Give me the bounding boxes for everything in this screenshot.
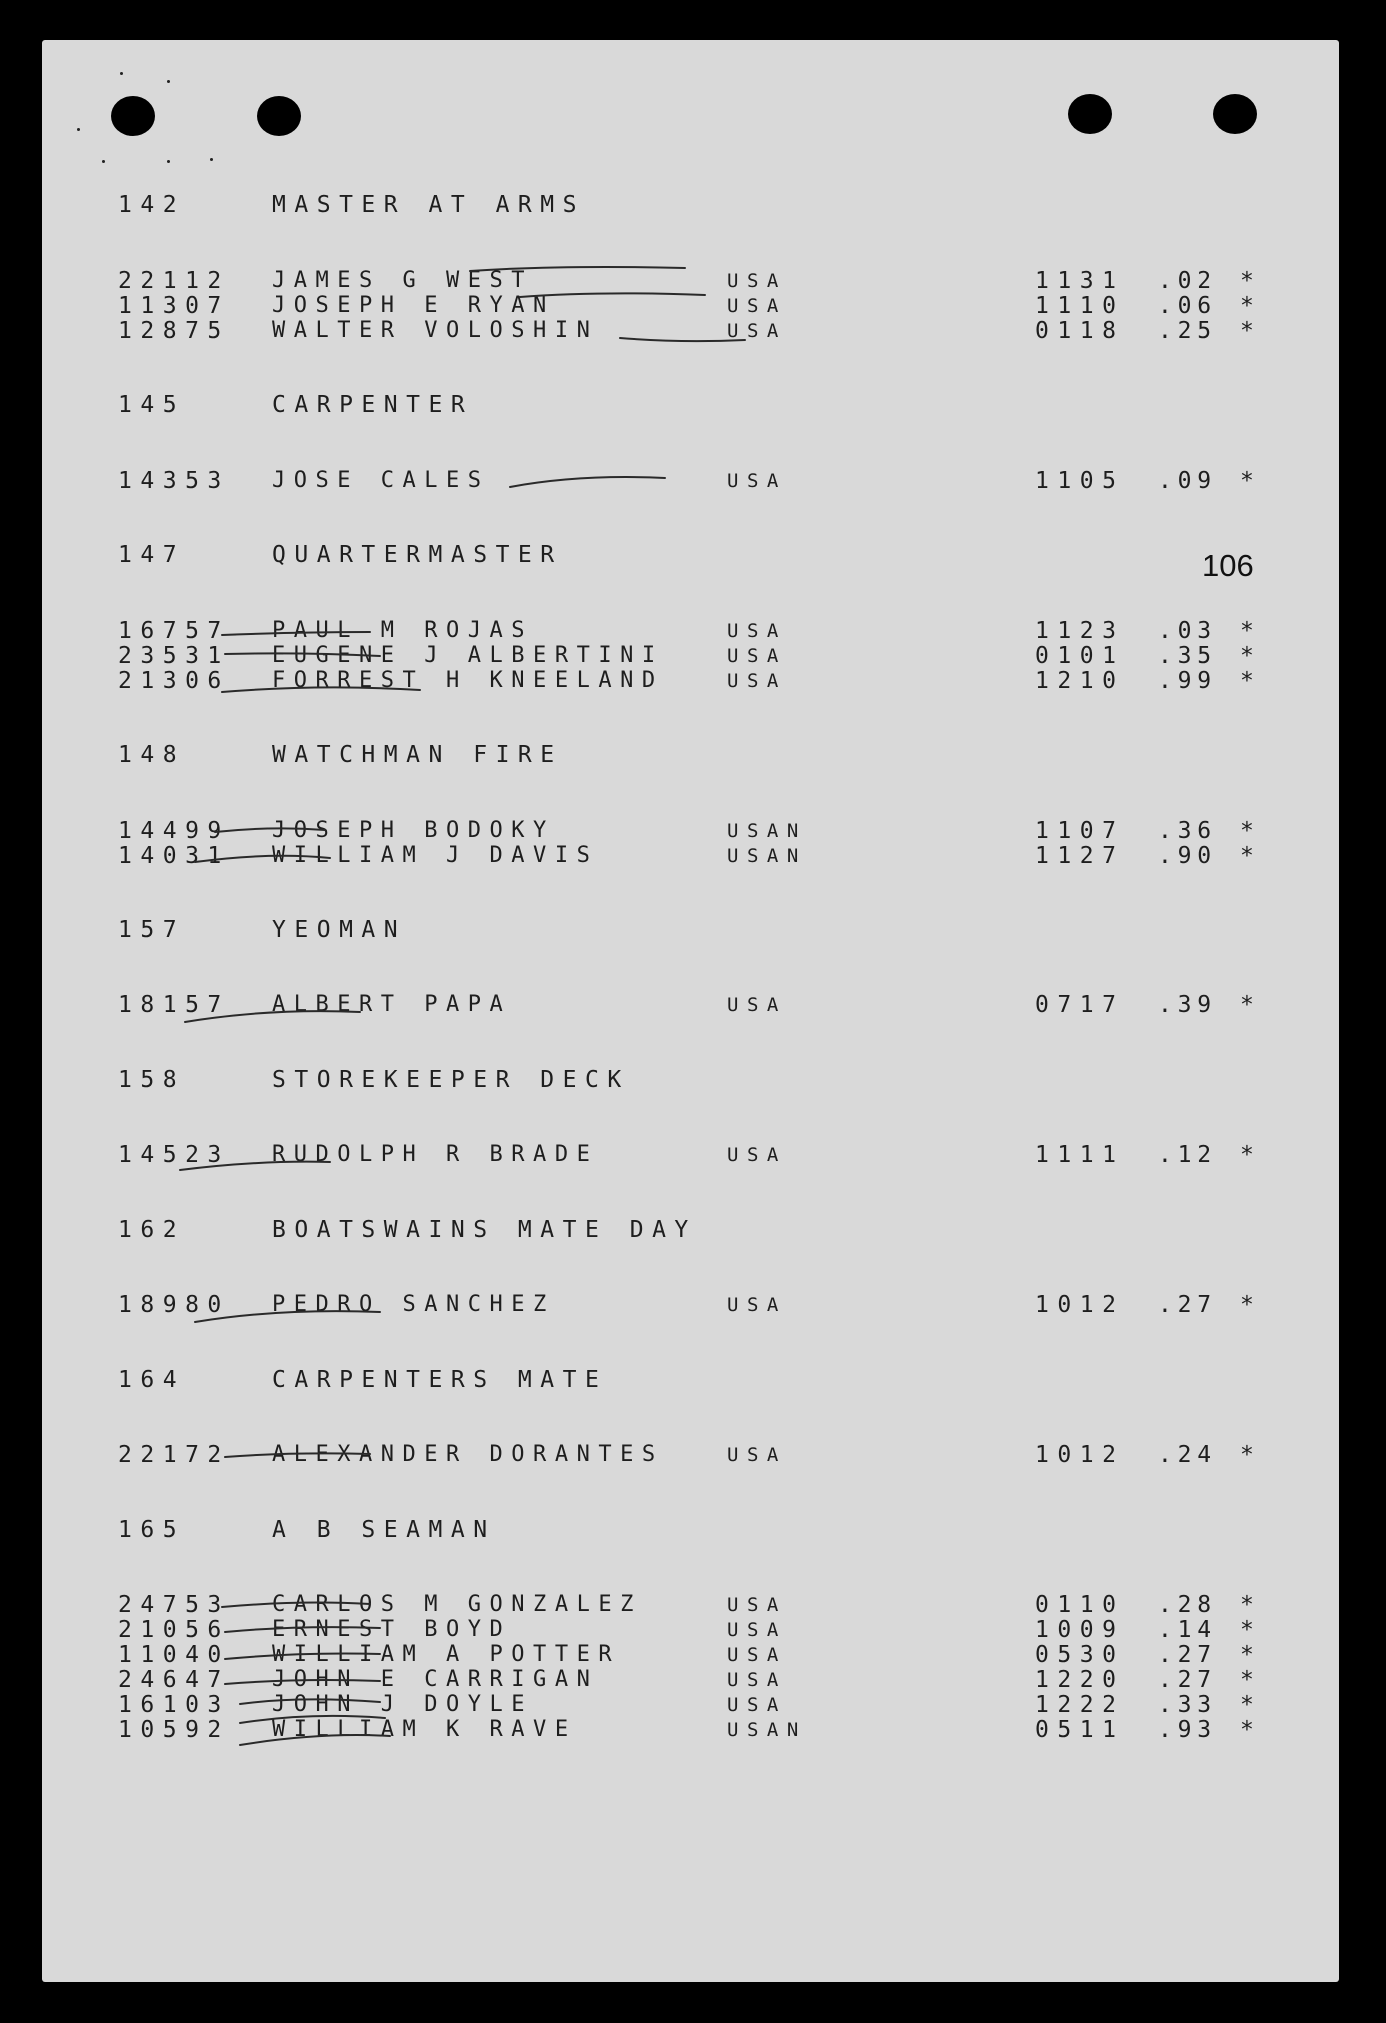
- section-title: WATCHMAN FIRE: [272, 742, 563, 768]
- asterisk-mark: *: [1240, 1692, 1263, 1718]
- crew-id: 24753: [118, 1592, 230, 1618]
- rate-value: .36: [1158, 818, 1217, 844]
- crew-name: PAUL M ROJAS: [272, 618, 534, 643]
- pen-stroke: [222, 687, 420, 692]
- pen-stroke: [185, 1011, 360, 1022]
- rate-value: .27: [1158, 1667, 1217, 1693]
- crew-id: 22112: [118, 268, 230, 294]
- rate-value: .33: [1158, 1692, 1217, 1718]
- nationality: USA: [727, 1594, 787, 1616]
- rate-value: .27: [1158, 1292, 1217, 1318]
- rate-value: .99: [1158, 668, 1217, 694]
- date-code: 0530: [1035, 1642, 1125, 1668]
- date-code: 1123: [1035, 618, 1125, 644]
- pen-stroke: [240, 1699, 380, 1704]
- section-title: CARPENTERS MATE: [272, 1367, 608, 1393]
- asterisk-mark: *: [1240, 1442, 1263, 1468]
- rate-value: .02: [1158, 268, 1217, 294]
- pen-stroke: [225, 653, 380, 656]
- crew-id: 11307: [118, 293, 230, 319]
- date-code: 1009: [1035, 1617, 1125, 1643]
- nationality: USA: [727, 295, 787, 317]
- pen-stroke: [240, 1735, 390, 1745]
- crew-id: 21306: [118, 668, 230, 694]
- rate-value: .06: [1158, 293, 1217, 319]
- crew-name: JOSEPH E RYAN: [272, 293, 555, 318]
- nationality: USA: [727, 1644, 787, 1666]
- crew-name: ALEXANDER DORANTES: [272, 1442, 664, 1467]
- crew-name: ERNEST BOYD: [272, 1617, 512, 1642]
- date-code: 1110: [1035, 293, 1125, 319]
- pen-stroke: [195, 856, 330, 862]
- rate-value: .14: [1158, 1617, 1217, 1643]
- asterisk-mark: *: [1240, 618, 1263, 644]
- section-code: 164: [118, 1367, 186, 1393]
- nationality: USA: [727, 1144, 787, 1166]
- asterisk-mark: *: [1240, 643, 1263, 669]
- nationality: USA: [727, 1619, 787, 1641]
- pen-stroke: [195, 1311, 380, 1322]
- asterisk-mark: *: [1240, 1717, 1263, 1743]
- date-code: 1105: [1035, 468, 1125, 494]
- date-code: 1111: [1035, 1142, 1125, 1168]
- crew-name: JAMES G WEST: [272, 268, 534, 293]
- asterisk-mark: *: [1240, 818, 1263, 844]
- asterisk-mark: *: [1240, 1667, 1263, 1693]
- crew-name: WILLIAM K RAVE: [272, 1717, 577, 1742]
- asterisk-mark: *: [1240, 1642, 1263, 1668]
- pen-stroke: [620, 338, 745, 341]
- rate-value: .03: [1158, 618, 1217, 644]
- pen-stroke: [225, 1680, 380, 1684]
- crew-name: JOHN E CARRIGAN: [272, 1667, 599, 1692]
- crew-id: 23531: [118, 643, 230, 669]
- asterisk-mark: *: [1240, 318, 1263, 344]
- crew-name: JOHN J DOYLE: [272, 1692, 534, 1717]
- rate-value: .25: [1158, 318, 1217, 344]
- nationality: USA: [727, 320, 787, 342]
- nationality: USA: [727, 1694, 787, 1716]
- nationality: USAN: [727, 845, 807, 867]
- asterisk-mark: *: [1240, 1617, 1263, 1643]
- pen-stroke: [180, 1162, 330, 1170]
- crew-id: 14353: [118, 468, 230, 494]
- section-code: 158: [118, 1067, 186, 1093]
- pen-stroke: [225, 1627, 380, 1632]
- crew-name: FORREST H KNEELAND: [272, 668, 664, 693]
- nationality: USA: [727, 645, 787, 667]
- crew-id: 22172: [118, 1442, 230, 1468]
- date-code: 1012: [1035, 1292, 1125, 1318]
- crew-id: 14031: [118, 843, 230, 869]
- date-code: 0101: [1035, 643, 1125, 669]
- date-code: 0511: [1035, 1717, 1125, 1743]
- crew-id: 18980: [118, 1292, 230, 1318]
- nationality: USA: [727, 1669, 787, 1691]
- page-number: 106: [1202, 548, 1254, 583]
- date-code: 1012: [1035, 1442, 1125, 1468]
- crew-id: 14523: [118, 1142, 230, 1168]
- date-code: 1222: [1035, 1692, 1125, 1718]
- nationality: USAN: [727, 1719, 807, 1741]
- pen-stroke: [520, 293, 705, 297]
- asterisk-mark: *: [1240, 1292, 1263, 1318]
- pen-stroke: [215, 828, 325, 832]
- section-code: 157: [118, 917, 186, 943]
- nationality: USA: [727, 994, 787, 1016]
- nationality: USA: [727, 470, 787, 492]
- date-code: 0110: [1035, 1592, 1125, 1618]
- nationality: USA: [727, 270, 787, 292]
- rate-value: .24: [1158, 1442, 1217, 1468]
- crew-name: CARLOS M GONZALEZ: [272, 1592, 642, 1617]
- date-code: 1210: [1035, 668, 1125, 694]
- rate-value: .90: [1158, 843, 1217, 869]
- crew-name: JOSE CALES: [272, 468, 490, 493]
- asterisk-mark: *: [1240, 1142, 1263, 1168]
- crew-name: WALTER VOLOSHIN: [272, 318, 599, 343]
- crew-name: EUGENE J ALBERTINI: [272, 643, 664, 668]
- date-code: 0118: [1035, 318, 1125, 344]
- pen-stroke: [222, 1603, 370, 1607]
- rate-value: .93: [1158, 1717, 1217, 1743]
- asterisk-mark: *: [1240, 293, 1263, 319]
- rate-value: .09: [1158, 468, 1217, 494]
- nationality: USA: [727, 670, 787, 692]
- asterisk-mark: *: [1240, 992, 1263, 1018]
- crew-name: RUDOLPH R BRADE: [272, 1142, 599, 1167]
- section-code: 147: [118, 542, 186, 568]
- rate-value: .27: [1158, 1642, 1217, 1668]
- crew-name: WILLIAM J DAVIS: [272, 843, 599, 868]
- section-title: MASTER AT ARMS: [272, 192, 586, 218]
- section-code: 145: [118, 392, 186, 418]
- section-code: 165: [118, 1517, 186, 1543]
- date-code: 1220: [1035, 1667, 1125, 1693]
- date-code: 1107: [1035, 818, 1125, 844]
- crew-id: 14499: [118, 818, 230, 844]
- rate-value: .35: [1158, 643, 1217, 669]
- pen-stroke: [510, 477, 665, 487]
- asterisk-mark: *: [1240, 268, 1263, 294]
- crew-id: 21056: [118, 1617, 230, 1643]
- pen-stroke: [225, 1654, 380, 1659]
- crew-name: PEDRO SANCHEZ: [272, 1292, 555, 1317]
- date-code: 0717: [1035, 992, 1125, 1018]
- pen-stroke: [222, 632, 370, 635]
- crew-name: JOSEPH BODOKY: [272, 818, 555, 843]
- asterisk-mark: *: [1240, 1592, 1263, 1618]
- crew-id: 24647: [118, 1667, 230, 1693]
- section-code: 148: [118, 742, 186, 768]
- section-code: 162: [118, 1217, 186, 1243]
- section-title: A B SEAMAN: [272, 1517, 496, 1543]
- nationality: USAN: [727, 820, 807, 842]
- crew-id: 12875: [118, 318, 230, 344]
- date-code: 1131: [1035, 268, 1125, 294]
- section-title: STOREKEEPER DECK: [272, 1067, 630, 1093]
- crew-id: 16103: [118, 1692, 230, 1718]
- crew-id: 16757: [118, 618, 230, 644]
- section-code: 142: [118, 192, 186, 218]
- asterisk-mark: *: [1240, 468, 1263, 494]
- section-title: CARPENTER: [272, 392, 474, 418]
- crew-id: 18157: [118, 992, 230, 1018]
- rate-value: .39: [1158, 992, 1217, 1018]
- asterisk-mark: *: [1240, 668, 1263, 694]
- asterisk-mark: *: [1240, 843, 1263, 869]
- rate-value: .12: [1158, 1142, 1217, 1168]
- nationality: USA: [727, 1444, 787, 1466]
- rate-value: .28: [1158, 1592, 1217, 1618]
- date-code: 1127: [1035, 843, 1125, 869]
- pen-stroke: [225, 1453, 370, 1457]
- section-title: YEOMAN: [272, 917, 407, 943]
- crew-name: ALBERT PAPA: [272, 992, 512, 1017]
- section-title: QUARTERMASTER: [272, 542, 563, 568]
- crew-id: 10592: [118, 1717, 230, 1743]
- pen-stroke: [470, 267, 685, 271]
- crew-id: 11040: [118, 1642, 230, 1668]
- nationality: USA: [727, 620, 787, 642]
- nationality: USA: [727, 1294, 787, 1316]
- pen-stroke: [240, 1716, 385, 1723]
- section-title: BOATSWAINS MATE DAY: [272, 1217, 697, 1243]
- crew-name: WILLIAM A POTTER: [272, 1642, 621, 1667]
